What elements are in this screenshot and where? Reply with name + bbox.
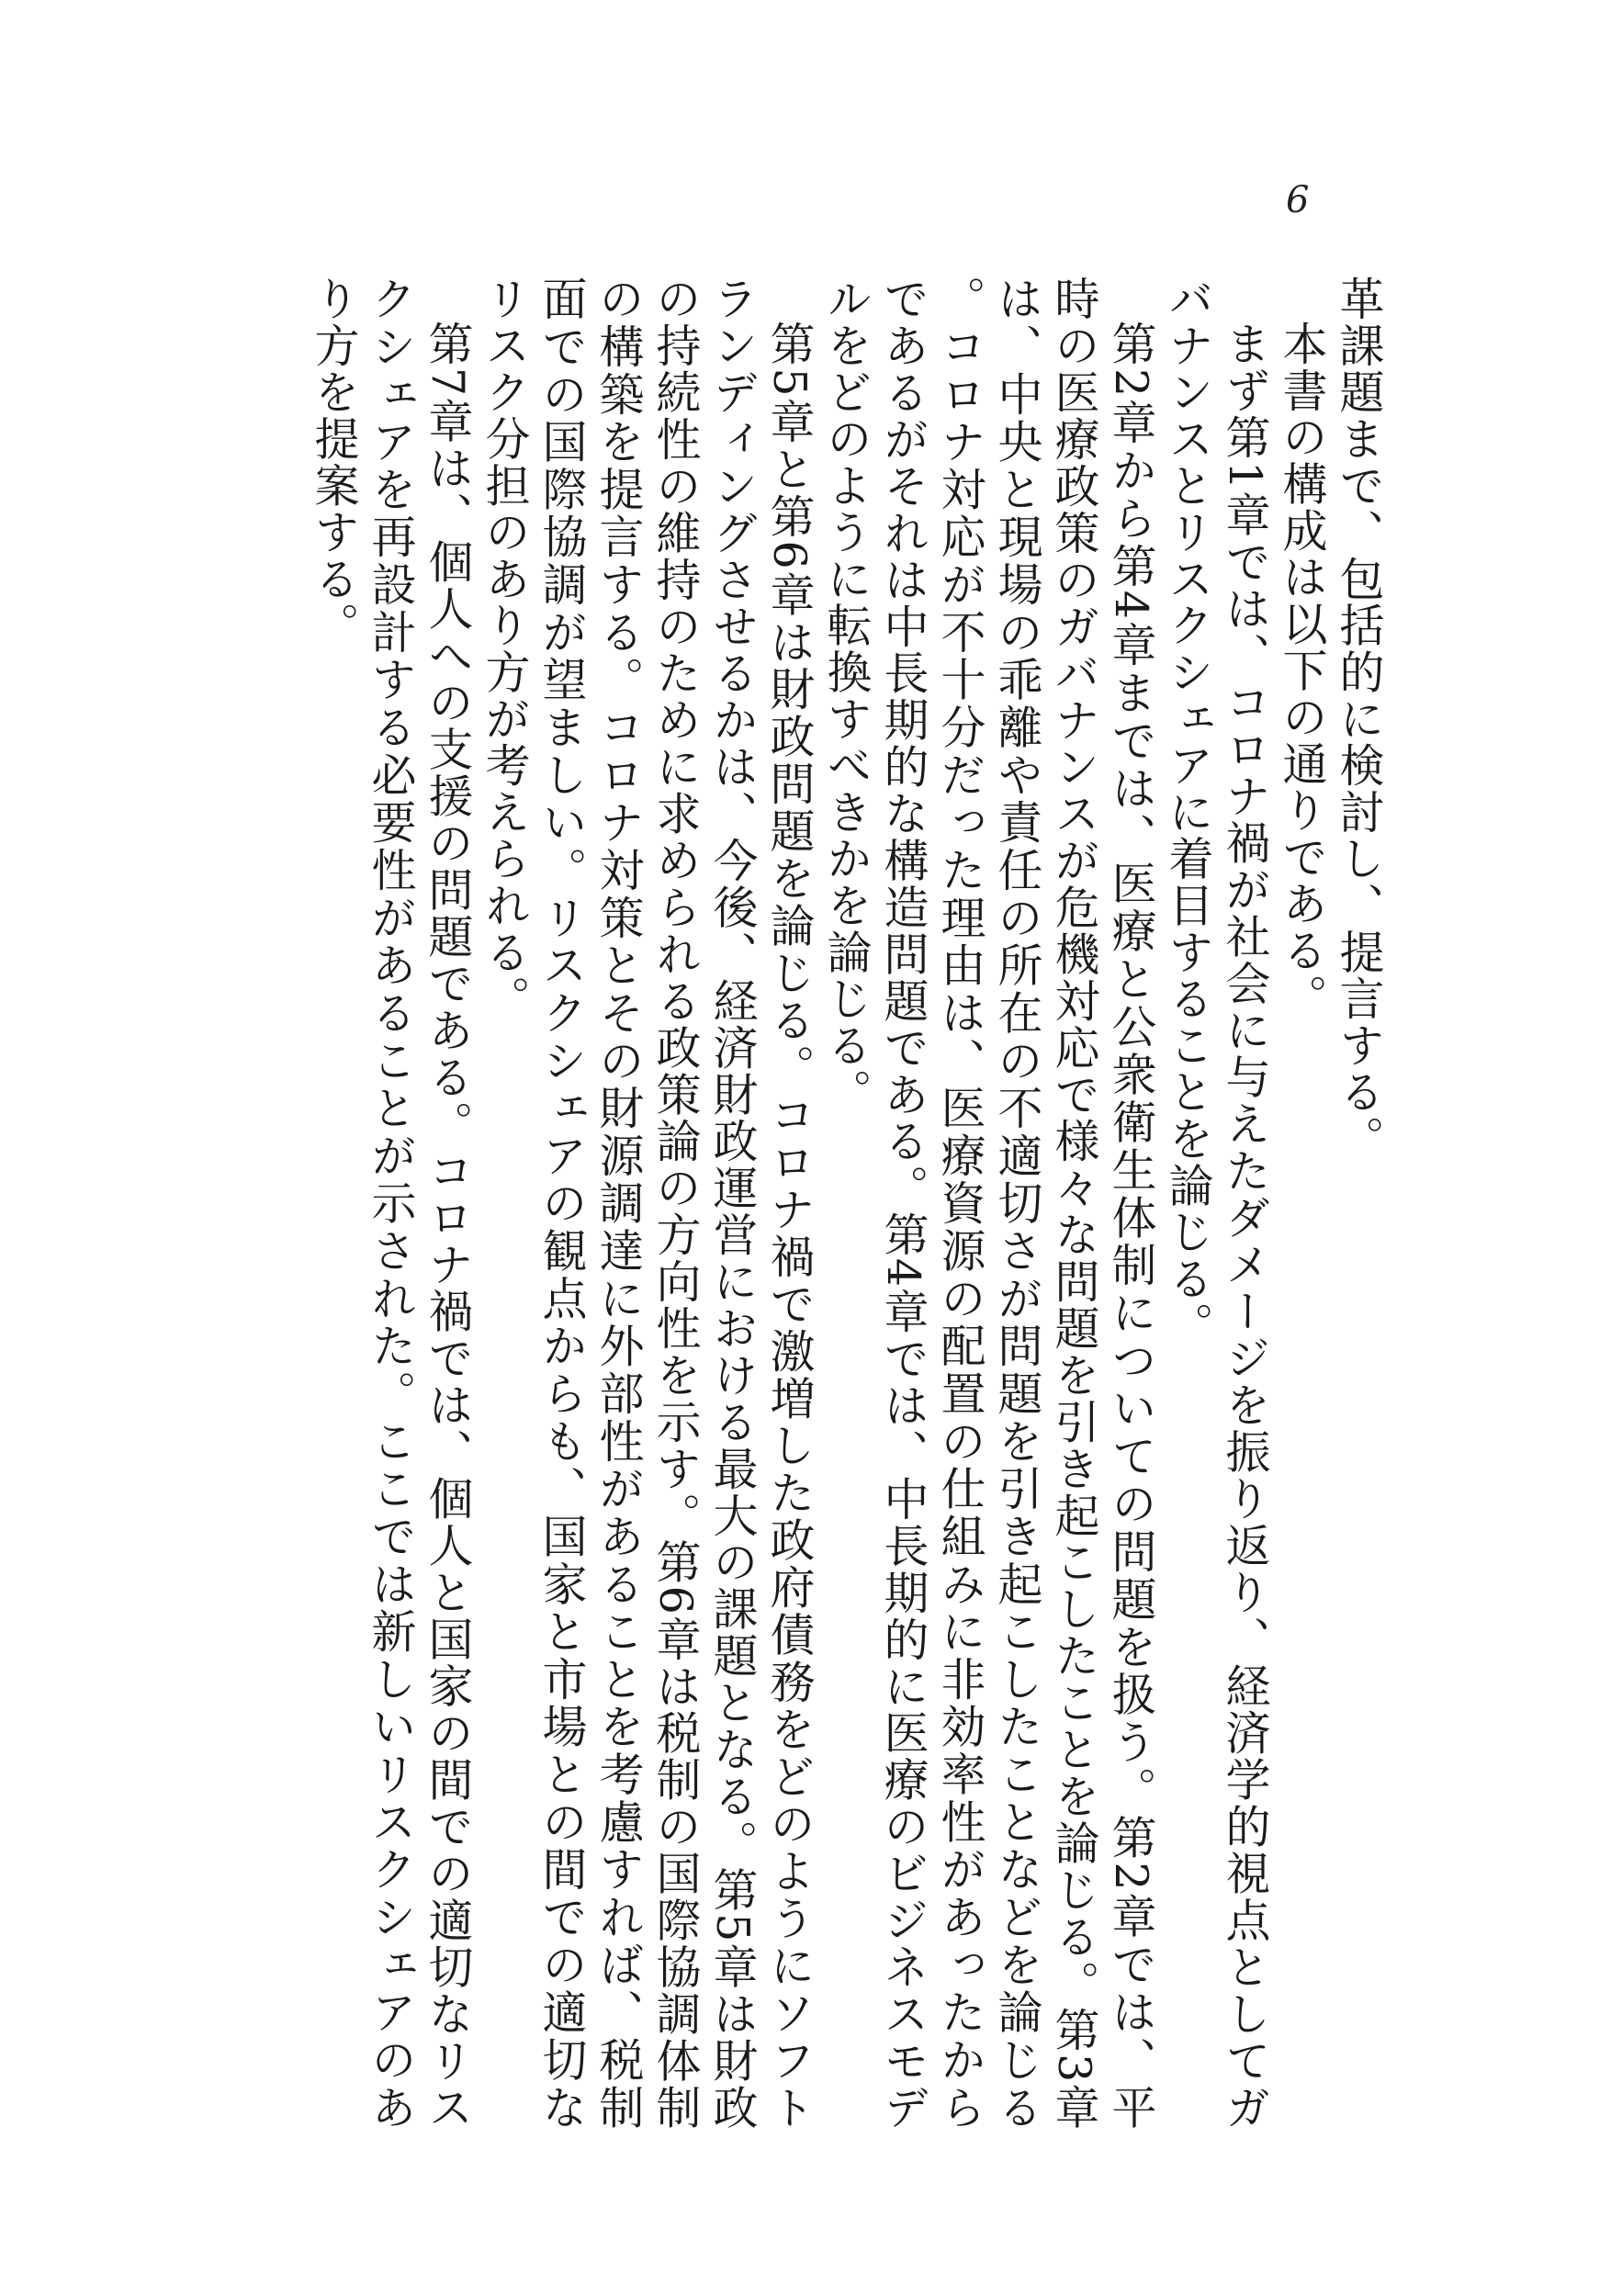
paragraph-structure-intro: 本書の構成は以下の通りである。: [1276, 321, 1328, 1020]
page-number: 6: [1286, 179, 1310, 221]
paragraph-chapters-2-4: 第2章から第4章までは、医療と公衆衛生体制についての問題を扱う。第2章では、平時の医療政策のガバナンスが危機対応で様々な問題を引き起こしたことを論じる。第3章は、中央と現場の乖離や責任の所在の不適切さが問題を引き起こしたことなどを論じる。コロナ対応が不十分だった理由は、医療資源の配置の仕組みに非効率性があったからであるがそれは中長期的な構造問題である。第4章では、中長期的に医療のビジネスモデルをどのように転換すべきかを論じる。: [820, 276, 1157, 2131]
paragraph-chapters-5-6: 第5章と第6章は財政問題を論じる。コロナ禍で激増した政府債務をどのようにソフトランディングさせるかは、今後、経済財政運営における最大の課題となる。第5章は財政の持続性の維持のために求められる政策論の方向性を示す。第6章は税制の国際協調体制の構築を提言する。コロナ対策とその財源調達に外部性があることを考慮すれば、税制面での国際協調が望ましい。リスクシェアの観点からも、国家と市場との間での適切なリスク分担のあり方が考えられる。: [479, 276, 816, 2131]
paragraph-chapter-7: 第7章は、個人への支援の問題である。コロナ禍では、個人と国家の間での適切なリスクシェアを再設計する必要性があることが示された。ここでは新しいリスクシェアのあり方を提案する。: [308, 276, 474, 2131]
paragraph-chapter-1: まず第1章では、コロナ禍が社会に与えたダメージを振り返り、経済学的視点としてガバナンスとリスクシェアに着目することを論じる。: [1162, 276, 1271, 2131]
paragraph-continuation: 革課題まで、包括的に検討し、提言する。: [1333, 276, 1385, 1163]
vertical-text-body: [234, 276, 1387, 2131]
